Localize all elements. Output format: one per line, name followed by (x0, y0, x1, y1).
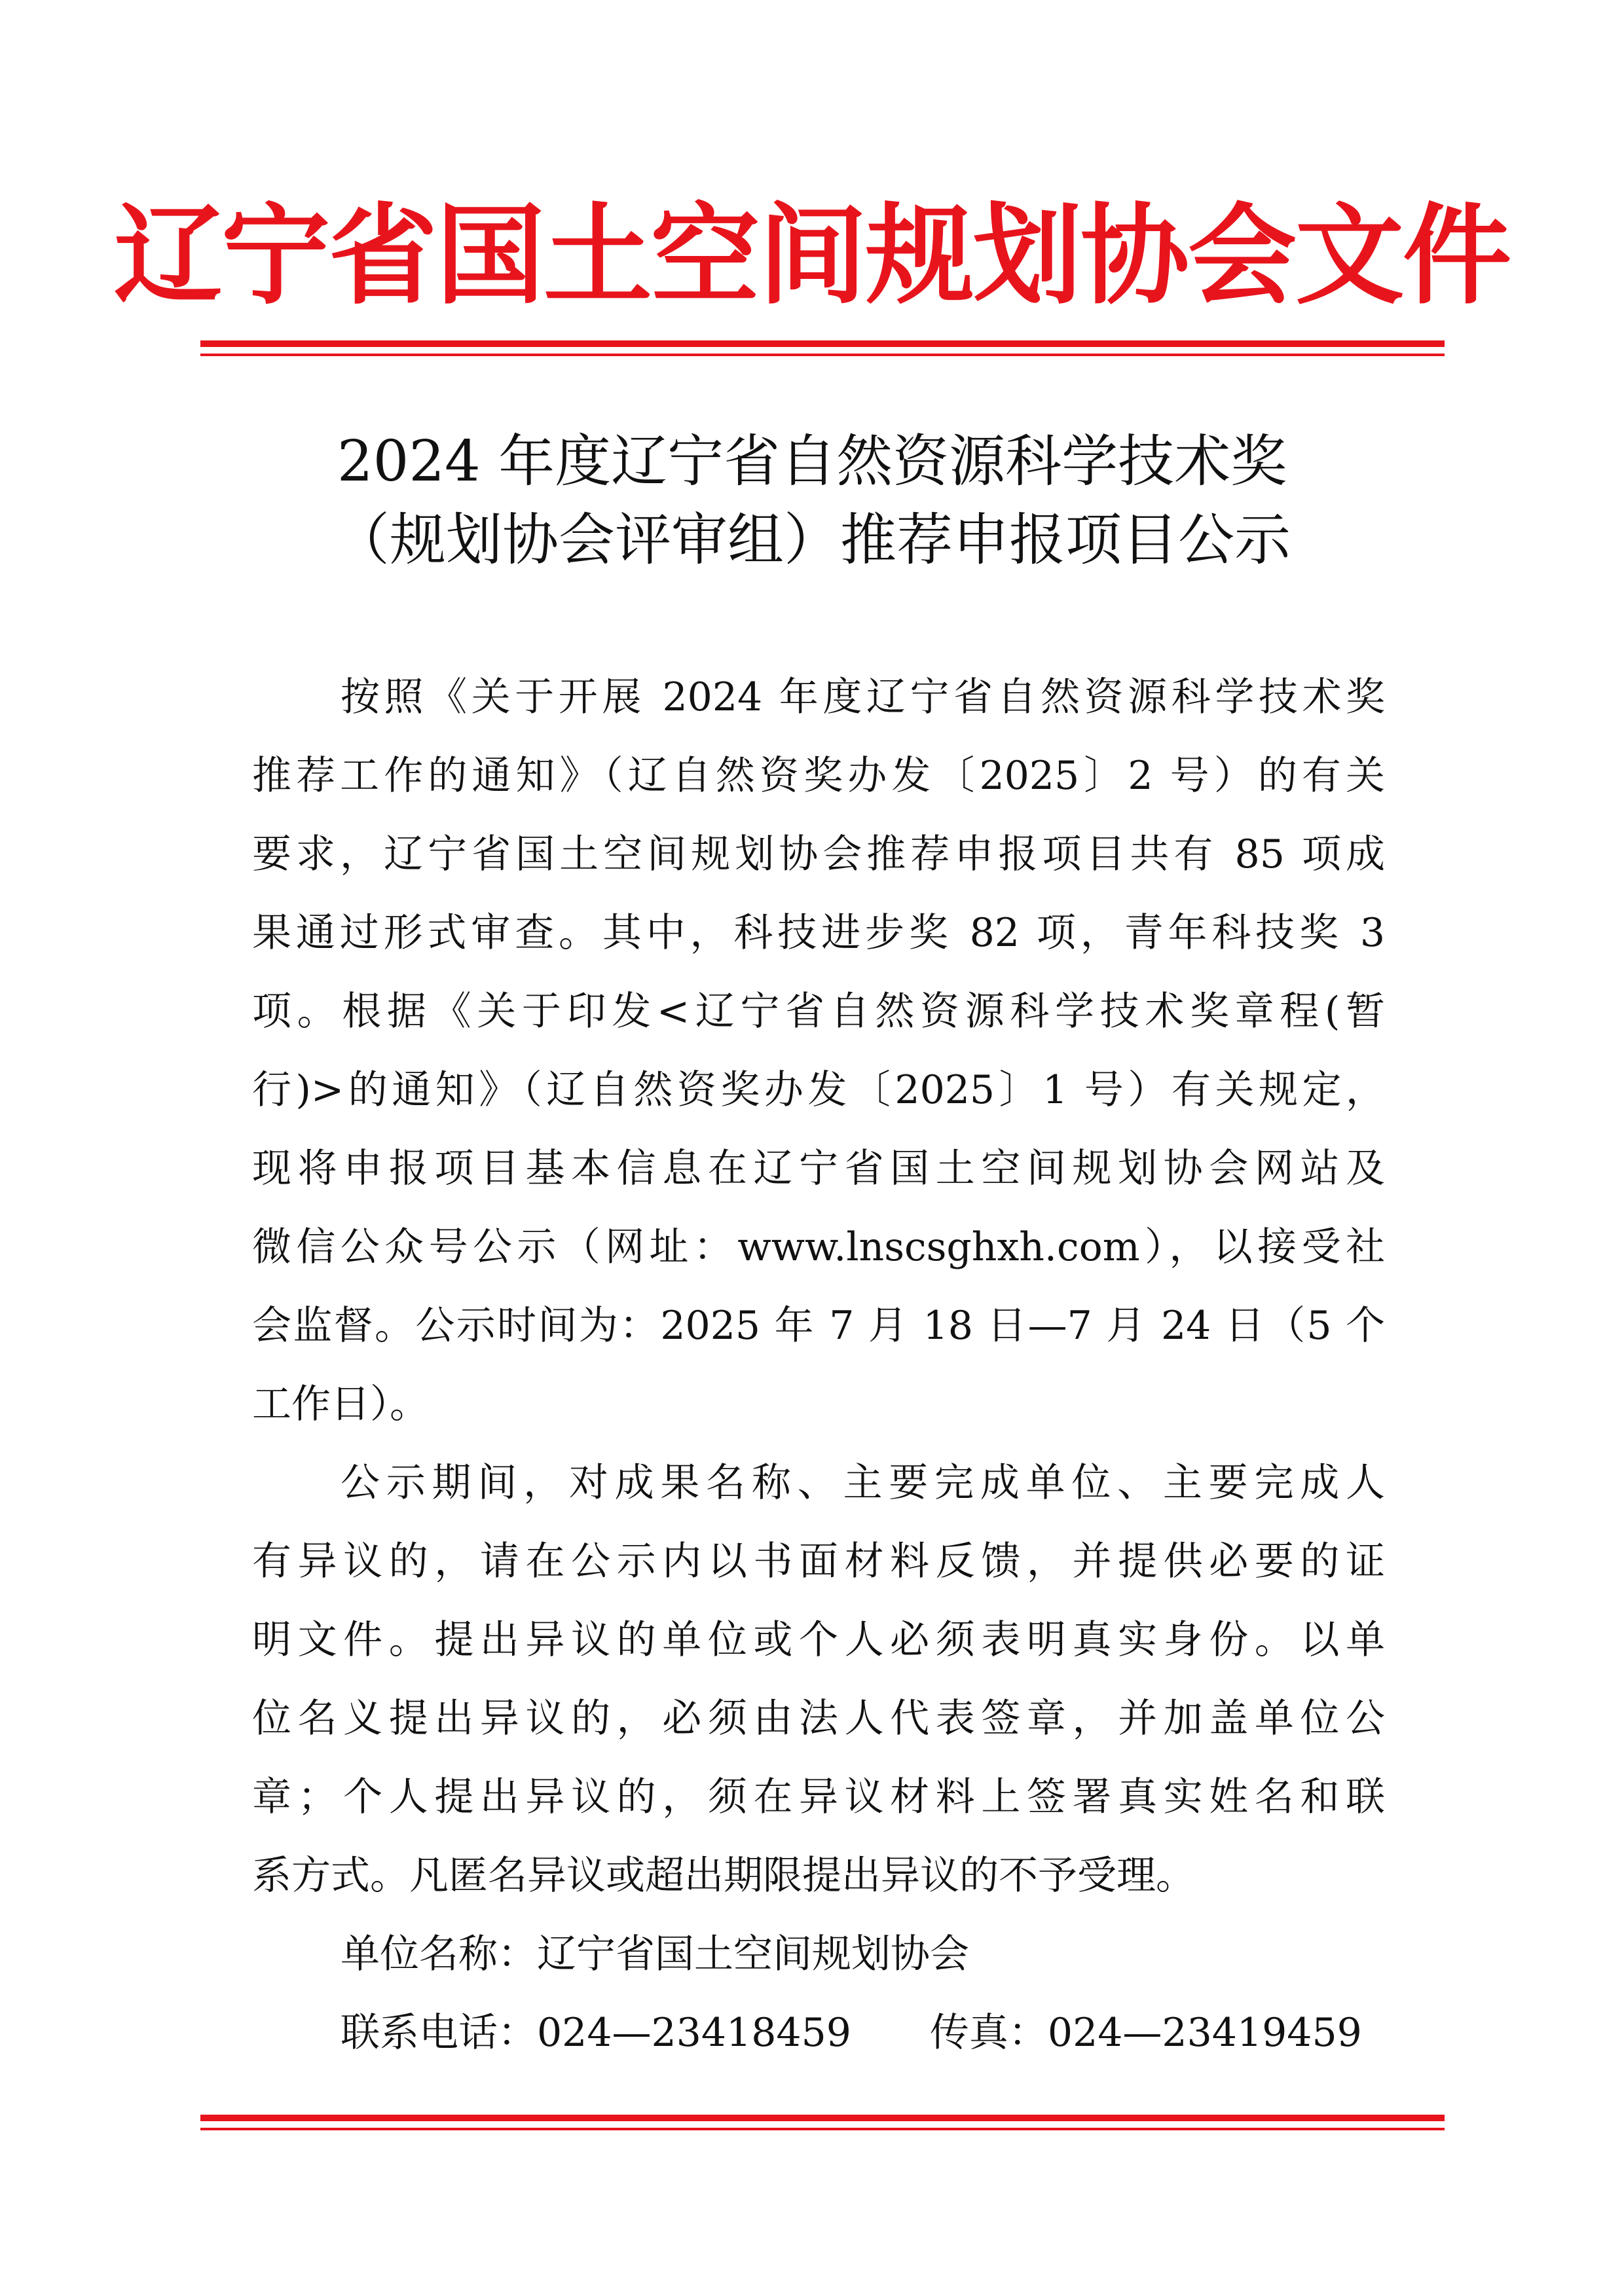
paragraph1-line: 现将申报项目基本信息在辽宁省国土空间规划协会网站及 (252, 1146, 1385, 1192)
paragraph1-line: 行)>的通知》（辽自然资奖办发〔2025〕1 号）有关规定， (252, 1067, 1385, 1113)
document-title-line-2: （规划协会评审组）推荐申报项目公示 (333, 507, 1291, 573)
paragraph1-line: 工作日）。 (252, 1381, 429, 1427)
paragraph1-line: 推荐工作的通知》（辽自然资奖办发〔2025〕2 号）的有关 (252, 753, 1385, 799)
paragraph2-line: 系方式。凡匿名异议或超出期限提出异议的不予受理。 (252, 1853, 1195, 1899)
paragraph2-line: 公示期间，对成果名称、主要完成单位、主要完成人 (341, 1460, 1385, 1506)
paragraph1-line: 要求，辽宁省国土空间规划协会推荐申报项目共有 85 项成 (252, 831, 1385, 877)
paragraph1-line: 按照《关于开展 2024 年度辽宁省自然资源科学技术奖 (341, 674, 1385, 720)
paragraph2-line: 位名义提出异议的，必须由法人代表签章，并加盖单位公 (252, 1696, 1385, 1741)
paragraph1-line: 果通过形式审查。其中，科技进步奖 82 项，青年科技奖 3 (252, 910, 1385, 956)
contact-phone-fax: 联系电话：024—23418459 传真：024—23419459 (341, 2010, 1362, 2056)
contact-unit-name: 单位名称：辽宁省国土空间规划协会 (341, 1931, 969, 1977)
paragraph2-line: 有异议的，请在公示内以书面材料反馈，并提供必要的证 (252, 1539, 1385, 1584)
paragraph1-line: 微信公众号公示（网址：www.lnscsghxh.com），以接受社 (252, 1224, 1385, 1270)
masthead-title: 辽宁省国土空间规划协会文件 (114, 193, 1510, 319)
header-rule-thin (200, 354, 1445, 356)
paragraph2-line: 章；个人提出异议的，须在异议材料上签署真实姓名和联 (252, 1774, 1385, 1820)
paragraph1-line: 会监督。公示时间为：2025 年 7 月 18 日—7 月 24 日（5 个 (252, 1303, 1385, 1349)
paragraph2-line: 明文件。提出异议的单位或个人必须表明真实身份。以单 (252, 1617, 1385, 1663)
document-title-line-1: 2024 年度辽宁省自然资源科学技术奖 (337, 429, 1287, 494)
header-rule-thick (200, 340, 1445, 347)
paragraph1-line: 项。根据《关于印发<辽宁省自然资源科学技术奖章程(暂 (252, 989, 1385, 1034)
footer-rule-thick (200, 2115, 1445, 2121)
footer-rule-thin (200, 2128, 1445, 2130)
